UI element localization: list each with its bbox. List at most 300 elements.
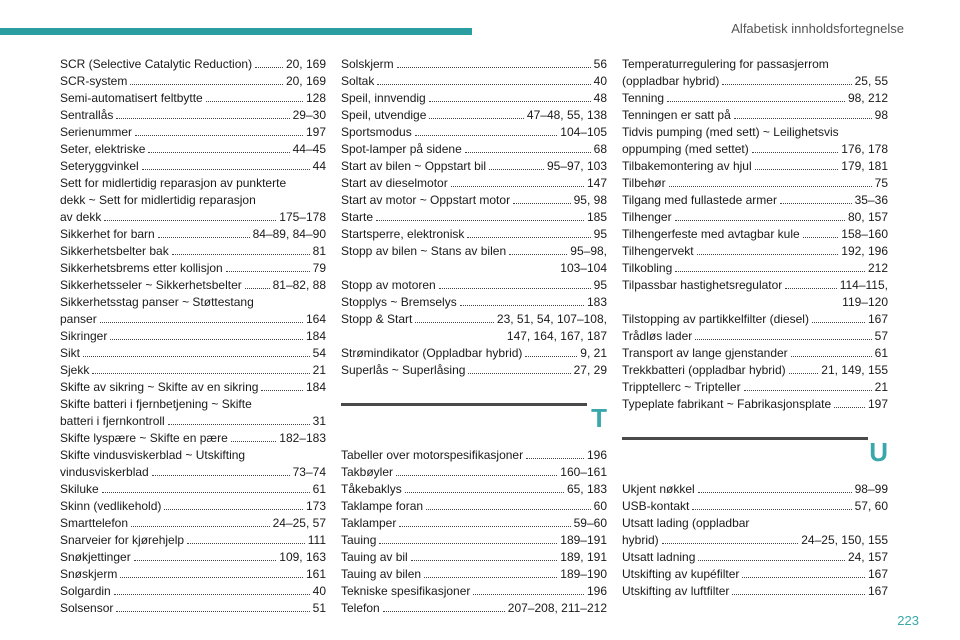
page-reference[interactable]: 24–25, 150, 155 — [801, 533, 888, 547]
page-reference[interactable]: 167 — [867, 584, 888, 598]
index-entry — [622, 209, 888, 226]
index-entry — [60, 362, 326, 379]
index-entry-line — [622, 226, 888, 243]
page-reference[interactable]: 98–99 — [854, 482, 888, 496]
page-reference[interactable]: 111 — [307, 533, 326, 547]
index-entry-label: Taklampe foran — [341, 499, 424, 513]
index-entry-label: Seter, elektriske — [60, 142, 146, 156]
index-entry — [341, 226, 607, 243]
dot-leader — [791, 356, 872, 357]
index-entry — [60, 73, 326, 90]
page-reference[interactable]: 47–48, 55, 138 — [526, 108, 607, 122]
index-entry-label: panser — [60, 312, 97, 326]
index-entry-label: Seteryggvinkel — [60, 159, 139, 173]
dot-leader — [742, 577, 865, 578]
index-entry — [60, 447, 326, 481]
dot-leader — [429, 101, 591, 102]
section-rule — [622, 437, 868, 440]
index-entry — [60, 226, 326, 243]
dot-leader — [662, 543, 799, 544]
page-reference[interactable]: 24–25, 57 — [272, 516, 326, 530]
index-entry-label: Snøkjettinger — [60, 550, 131, 564]
page-reference[interactable]: 196 — [586, 584, 607, 598]
dot-leader — [489, 169, 544, 170]
index-entry — [60, 498, 326, 515]
index-entry — [341, 447, 607, 464]
dot-leader — [803, 237, 839, 238]
dot-leader — [698, 492, 852, 493]
page-reference[interactable]: 9, 21 — [580, 346, 607, 360]
index-entry-label: Sikkerhetsbrems etter kollisjon — [60, 261, 223, 275]
index-entry-line — [60, 566, 326, 583]
index-entry-line — [60, 362, 326, 379]
index-entry-label: vindusviskerblad — [60, 465, 149, 479]
dot-leader — [513, 203, 571, 204]
page-reference[interactable]: 95 — [593, 278, 607, 292]
index-entry-line — [341, 73, 607, 90]
page-reference[interactable]: 167 — [867, 312, 888, 326]
index-entry — [60, 107, 326, 124]
dot-leader — [104, 220, 276, 221]
index-entry-label: Sikt — [60, 346, 81, 360]
page-reference[interactable]: 57 — [874, 329, 888, 343]
dot-leader — [142, 169, 310, 170]
index-entry-label: Utskifting av luftfilter — [622, 584, 730, 598]
page-reference[interactable]: 81–82, 88 — [272, 278, 326, 292]
dot-leader — [261, 390, 303, 391]
index-entry-label: Utskifting av kupéfilter — [622, 567, 740, 581]
dot-leader — [465, 152, 591, 153]
page-reference[interactable]: 182–183 — [279, 431, 326, 445]
index-entry-line — [341, 566, 607, 583]
page-reference-continued[interactable]: 147, 164, 167, 187 — [506, 329, 607, 343]
index-entry-line — [60, 56, 326, 73]
page-reference[interactable]: 59–60 — [573, 516, 607, 530]
index-entry-line — [341, 56, 607, 73]
index-entry-label: Sikkerhetsseler ~ Sikkerhetsbelter — [60, 278, 242, 292]
dot-leader — [669, 186, 872, 187]
index-entry-label: Sikkerhetsbelter bak — [60, 244, 169, 258]
page-reference[interactable]: 167 — [867, 567, 888, 581]
index-entry-line — [622, 243, 888, 260]
index-entry-line — [60, 277, 326, 294]
page-reference[interactable]: 65, 183 — [566, 482, 607, 496]
section-letter: U — [869, 437, 888, 467]
page-reference[interactable]: 160–161 — [560, 465, 607, 479]
dot-leader — [114, 594, 310, 595]
index-entry — [341, 277, 607, 294]
index-entry-line — [622, 396, 888, 413]
index-entry — [341, 73, 607, 90]
index-entry-line — [341, 226, 607, 243]
dot-leader — [675, 220, 845, 221]
page-reference[interactable]: 81 — [312, 244, 326, 258]
page-reference[interactable]: 95–98, — [570, 244, 607, 258]
page-reference[interactable]: 176, 178 — [841, 142, 888, 156]
index-entry-line — [341, 583, 607, 600]
index-entry — [622, 583, 888, 600]
index-entry-label: Tekniske spesifikasjoner — [341, 584, 471, 598]
page-reference-continued[interactable]: 119–120 — [842, 295, 888, 309]
index-entry — [341, 141, 607, 158]
index-entry — [60, 158, 326, 175]
page-reference[interactable]: 183 — [586, 295, 607, 309]
dot-leader — [130, 84, 283, 85]
index-entry — [341, 583, 607, 600]
dot-leader — [426, 509, 591, 510]
page-reference[interactable]: 128 — [305, 91, 326, 105]
index-entry-label: Stopp av motoren — [341, 278, 436, 292]
page-reference[interactable]: 192, 196 — [841, 244, 888, 258]
page-reference[interactable]: 197 — [305, 125, 326, 139]
index-entry-line — [622, 498, 888, 515]
index-entry-label: Start av dieselmotor — [341, 176, 448, 190]
page-reference[interactable]: 95–97, 103 — [546, 159, 607, 173]
dot-leader — [473, 594, 584, 595]
page-reference[interactable]: 185 — [586, 210, 607, 224]
page-reference[interactable]: 114–115, — [839, 278, 888, 292]
index-entry — [341, 294, 607, 311]
dot-leader — [152, 475, 290, 476]
dot-leader — [424, 577, 557, 578]
index-entry-label: Solskjerm — [341, 57, 394, 71]
page-reference[interactable]: 20, 169 — [285, 74, 326, 88]
index-entry — [60, 294, 326, 328]
page-reference[interactable]: 184 — [305, 380, 326, 394]
dot-leader — [732, 594, 865, 595]
dot-leader — [116, 118, 289, 119]
page-reference[interactable]: 40 — [312, 584, 326, 598]
index-entry — [622, 396, 888, 413]
index-entry-label: oppumping (med settet) — [622, 142, 749, 156]
index-entry-line — [622, 532, 888, 549]
dot-leader — [379, 543, 557, 544]
index-entry-line — [622, 260, 888, 277]
index-entry-label: Ukjent nøkkel — [622, 482, 695, 496]
index-entry — [60, 396, 326, 430]
page-reference[interactable]: 95 — [593, 227, 607, 241]
page-reference[interactable]: 109, 163 — [279, 550, 326, 564]
index-entry — [60, 583, 326, 600]
dot-leader — [135, 135, 303, 136]
index-entry-label: Tilbehør — [622, 176, 666, 190]
page-reference[interactable]: 175–178 — [279, 210, 326, 224]
index-entry-line — [60, 158, 326, 175]
dot-leader — [752, 152, 839, 153]
dot-leader — [667, 101, 845, 102]
index-entry-label: USB-kontakt — [622, 499, 690, 513]
index-entry-line — [60, 600, 326, 617]
dot-leader — [734, 118, 872, 119]
page-reference[interactable]: 40 — [593, 74, 607, 88]
index-entry — [341, 532, 607, 549]
index-entry-label: Tenning — [622, 91, 665, 105]
index-entry-label: Speil, utvendige — [341, 108, 427, 122]
index-entry — [341, 600, 607, 617]
index-entry-line — [60, 345, 326, 362]
index-entry — [60, 430, 326, 447]
dot-leader — [509, 254, 567, 255]
page-reference[interactable]: 29–30 — [292, 108, 326, 122]
page-reference[interactable]: 104–105 — [560, 125, 607, 139]
page-reference[interactable]: 48 — [593, 91, 607, 105]
index-entry — [341, 566, 607, 583]
index-entry — [341, 362, 607, 379]
index-entry — [60, 124, 326, 141]
index-entry-label: Solsensor — [60, 601, 114, 615]
index-entry — [60, 328, 326, 345]
index-entry — [60, 515, 326, 532]
index-entry-line — [341, 549, 607, 566]
page-reference[interactable]: 161 — [305, 567, 326, 581]
page-reference[interactable]: 196 — [586, 448, 607, 462]
index-entry — [341, 243, 607, 277]
index-entry — [341, 124, 607, 141]
index-entry-label: Start av bilen ~ Oppstart bil — [341, 159, 487, 173]
index-entry — [60, 549, 326, 566]
index-entry-line — [341, 481, 607, 498]
index-entry-line — [60, 311, 326, 328]
index-entry-label: Transport av lange gjenstander — [622, 346, 788, 360]
index-entry — [622, 243, 888, 260]
index-entry-line — [622, 73, 888, 90]
index-entry-label: Speil, innvendig — [341, 91, 426, 105]
page-reference[interactable]: 98 — [874, 108, 888, 122]
index-entry-label: Serienummer — [60, 125, 133, 139]
index-entry-line — [622, 328, 888, 345]
dot-leader — [697, 254, 839, 255]
dot-leader — [399, 526, 570, 527]
dot-leader — [100, 322, 303, 323]
page-reference[interactable]: 147 — [586, 176, 607, 190]
index-entry-line — [622, 277, 888, 294]
page-reference[interactable]: 184 — [305, 329, 326, 343]
index-column-2 — [341, 56, 607, 617]
index-entry-label: Trådløs lader — [622, 329, 693, 343]
index-entry — [622, 379, 888, 396]
index-entry — [60, 532, 326, 549]
page-reference[interactable]: 44–45 — [292, 142, 326, 156]
index-entry-label: Telefon — [341, 601, 380, 615]
index-entry-line — [341, 141, 607, 158]
index-entry-label: Utsatt ladning — [622, 550, 696, 564]
dot-leader — [134, 560, 277, 561]
page-reference[interactable]: 57, 60 — [854, 499, 888, 513]
index-entry-line — [622, 583, 888, 600]
section-rule — [341, 403, 587, 406]
index-entry-line — [341, 464, 607, 481]
index-entry-line — [622, 549, 888, 566]
index-entry-label: Tilbakemontering av hjul — [622, 159, 752, 173]
index-entry — [622, 124, 888, 158]
page-reference[interactable]: 35–36 — [854, 193, 888, 207]
index-entry — [341, 481, 607, 498]
index-entry-line — [341, 90, 607, 107]
index-entry-line — [622, 481, 888, 498]
index-column-3 — [622, 56, 888, 600]
page-reference[interactable]: 197 — [867, 397, 888, 411]
dot-leader — [692, 509, 851, 510]
dot-leader — [231, 441, 277, 442]
page-reference[interactable]: 21 — [874, 380, 888, 394]
index-entry-label: Sjekk — [60, 363, 90, 377]
index-entry-line — [622, 158, 888, 175]
dot-leader — [110, 339, 303, 340]
index-entry — [341, 90, 607, 107]
index-entry-line — [60, 124, 326, 141]
page-reference[interactable]: 60 — [593, 499, 607, 513]
dot-leader — [120, 577, 303, 578]
dot-leader — [116, 611, 309, 612]
index-entry-label: SCR (Selective Catalytic Reduction) — [60, 57, 253, 71]
index-entry — [341, 192, 607, 209]
page-reference[interactable]: 61 — [874, 346, 888, 360]
page-reference[interactable]: 173 — [305, 499, 326, 513]
index-entry — [341, 158, 607, 175]
index-entry-label: Typeplate fabrikant ~ Fabrikasjonsplate — [622, 397, 832, 411]
index-entry-label: Tåkebaklys — [341, 482, 402, 496]
index-entry-label: Skiluke — [60, 482, 99, 496]
index-entry-line — [341, 600, 607, 617]
page-reference[interactable]: 207–208, 211–212 — [507, 601, 607, 615]
index-entry-label: Tauing — [341, 533, 377, 547]
dot-leader — [525, 356, 577, 357]
index-entry-label: Sikkerhet for barn — [60, 227, 155, 241]
page-reference[interactable]: 51 — [312, 601, 326, 615]
dot-leader — [102, 492, 310, 493]
page-reference[interactable]: 84–89, 84–90 — [252, 227, 326, 241]
index-entry — [622, 226, 888, 243]
dot-leader — [439, 288, 591, 289]
index-entry-label: Tilhengerfeste med avtagbar kule — [622, 227, 800, 241]
page-reference[interactable]: 79 — [312, 261, 326, 275]
dot-leader — [451, 186, 584, 187]
index-entry — [622, 175, 888, 192]
dot-leader — [405, 492, 564, 493]
page-reference[interactable]: 179, 181 — [841, 159, 888, 173]
index-entry-label: Snøskjerm — [60, 567, 118, 581]
page-reference[interactable]: 75 — [874, 176, 888, 190]
dot-leader — [187, 543, 305, 544]
index-entry-text: dekk ~ Sett for midlertidig reparasjon — [60, 193, 256, 207]
index-entry — [622, 566, 888, 583]
dot-leader — [722, 84, 851, 85]
dot-leader — [92, 373, 309, 374]
index-entry-label: Sentrallås — [60, 108, 114, 122]
index-entry-line — [341, 294, 607, 311]
page-reference[interactable]: 23, 51, 54, 107–108, — [496, 312, 607, 326]
dot-leader — [396, 475, 557, 476]
page-reference[interactable]: 189, 191 — [560, 550, 607, 564]
index-entry-text: Utsatt lading (oppladbar — [622, 516, 750, 530]
index-entry-line — [60, 328, 326, 345]
index-entry-line — [60, 430, 326, 447]
dot-leader — [460, 305, 584, 306]
dot-leader — [789, 373, 819, 374]
index-entry-label: Tripptellerc ~ Tripteller — [622, 380, 741, 394]
page-reference[interactable]: 189–190 — [560, 567, 607, 581]
index-entry — [341, 498, 607, 515]
page-reference[interactable]: 21 — [312, 363, 326, 377]
index-entry-text: Sett for midlertidig reparasjon av punkterte — [60, 176, 287, 190]
index-entry-label: SCR-system — [60, 74, 128, 88]
section-heading — [341, 393, 607, 437]
index-entry — [60, 56, 326, 73]
dot-leader — [695, 339, 871, 340]
index-column-1 — [60, 56, 326, 617]
page-reference[interactable]: 24, 157 — [847, 550, 888, 564]
index-entry-label: Superlås ~ Superlåsing — [341, 363, 466, 377]
page-reference-continued[interactable]: 103–104 — [560, 261, 607, 275]
dot-leader — [226, 271, 310, 272]
page-reference[interactable]: 20, 169 — [285, 57, 326, 71]
page-reference[interactable]: 164 — [305, 312, 326, 326]
dot-leader — [411, 560, 558, 561]
page-reference[interactable]: 54 — [312, 346, 326, 360]
index-entry-label: Stopp av bilen ~ Stans av bilen — [341, 244, 507, 258]
page-reference[interactable]: 21, 149, 155 — [821, 363, 888, 377]
page-reference[interactable]: 25, 55 — [854, 74, 888, 88]
index-entry-line — [341, 158, 607, 175]
index-entry-label: Tilpassbar hastighetsregulator — [622, 278, 783, 292]
index-entry-label: Start av motor ~ Oppstart motor — [341, 193, 511, 207]
index-entry — [341, 464, 607, 481]
index-entry-label: Skifte av sikring ~ Skifte av en sikring — [60, 380, 259, 394]
dot-leader — [467, 237, 590, 238]
index-entry — [60, 243, 326, 260]
page-reference[interactable]: 27, 29 — [573, 363, 607, 377]
index-entry-line — [60, 107, 326, 124]
dot-leader — [376, 220, 584, 221]
page-number: 223 — [897, 613, 919, 628]
page-reference[interactable]: 73–74 — [292, 465, 326, 479]
page-reference[interactable]: 158–160 — [841, 227, 888, 241]
index-entry-line — [60, 90, 326, 107]
page-reference[interactable]: 44 — [312, 159, 326, 173]
page-reference[interactable]: 68 — [593, 142, 607, 156]
index-entry — [341, 549, 607, 566]
page-reference[interactable]: 212 — [867, 261, 888, 275]
dot-leader — [255, 67, 283, 68]
index-entry-line — [60, 379, 326, 396]
index-entry — [622, 498, 888, 515]
index-entry-line — [60, 243, 326, 260]
index-entry — [622, 260, 888, 277]
page-reference[interactable]: 56 — [593, 57, 607, 71]
index-entry-label: batteri i fjernkontroll — [60, 414, 165, 428]
dot-leader — [834, 407, 865, 408]
page-reference[interactable]: 189–191 — [560, 533, 607, 547]
index-entry-line — [341, 345, 607, 362]
dot-leader — [158, 237, 250, 238]
index-entry — [622, 192, 888, 209]
index-entry — [60, 90, 326, 107]
page-reference[interactable]: 31 — [312, 414, 326, 428]
index-entry — [622, 345, 888, 362]
page-reference[interactable]: 61 — [312, 482, 326, 496]
index-entry — [341, 209, 607, 226]
index-entry-line — [60, 260, 326, 277]
index-entry-label: Tauing av bil — [341, 550, 408, 564]
index-entry-text: Tidvis pumping (med sett) ~ Leilighetsvis — [622, 125, 839, 139]
index-entry-label: Starte — [341, 210, 374, 224]
index-entry-label: Strømindikator (Oppladbar hybrid) — [341, 346, 523, 360]
page-reference[interactable]: 98, 212 — [847, 91, 888, 105]
index-entry — [60, 277, 326, 294]
page-reference[interactable]: 80, 157 — [847, 210, 888, 224]
page-reference[interactable]: 95, 98 — [573, 193, 607, 207]
index-entry-line — [60, 141, 326, 158]
